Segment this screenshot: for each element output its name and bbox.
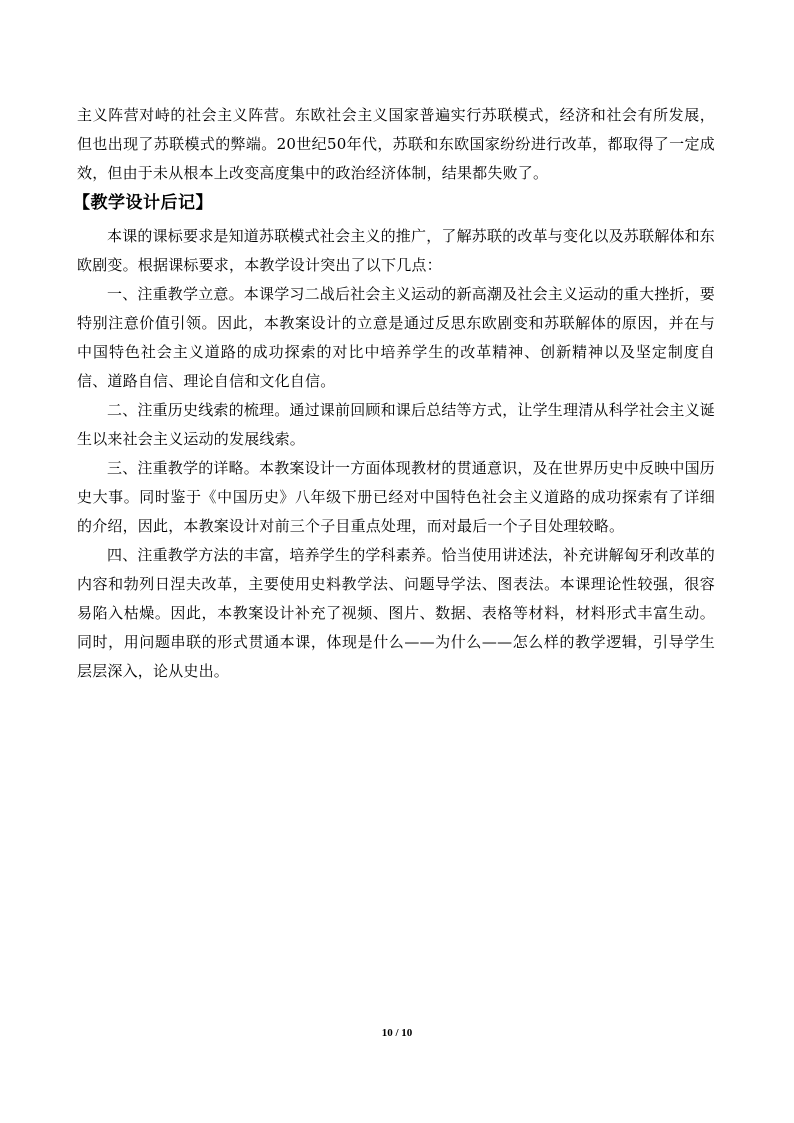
page-number: 10 / 10 (381, 1027, 413, 1039)
body-paragraph: 二、注重历史线索的梳理。通过课前回顾和课后总结等方式，让学生理清从科学社会主义诞生以来社会主义运动的发展线索。 (77, 401, 716, 448)
body-paragraph: 一、注重教学立意。本课学习二战后社会主义运动的新高潮及社会主义运动的重大挫折，要特别注意价值引领。因此，本教案设计的立意是通过反思东欧剧变和苏联解体的原因，并在与中国特色社会主义道路的成功探索的对比中培养学生的改革精神、创新精神以及坚定制度自信、道路自信、理论自信和文化自信。 (77, 285, 716, 390)
body-paragraph: 本课的课标要求是知道苏联模式社会主义的推广，了解苏联的改革与变化以及苏联解体和东欧剧变。根据课标要求，本教学设计突出了以下几点： (77, 227, 716, 274)
body-paragraph: 四、注重教学方法的丰富，培养学生的学科素养。恰当使用讲述法，补充讲解匈牙利改革的内容和勃列日涅夫改革，主要使用史料教学法、问题导学法、图表法。本课理论性较强，很容易陷入枯燥。因此，本教案设计补充了视频、图片、数据、表格等材料，材料形式丰富生动。同时，用问题串联的形式贯通本课，体现是什么——为什么——怎么样的教学逻辑，引导学生层层深入，论从史出。 (77, 546, 716, 680)
intro-paragraph: 主义阵营对峙的社会主义阵营。东欧社会主义国家普遍实行苏联模式，经济和社会有所发展，但也出现了苏联模式的弊端。20世纪50年代，苏联和东欧国家纷纷进行改革，都取得了一定成效，但由于未从根本上改变高度集中的政治经济体制，结果都失败了。 (77, 106, 715, 182)
document-body (73, 101, 716, 686)
body-paragraph: 三、注重教学的详略。本教案设计一方面体现教材的贯通意识，及在世界历史中反映中国历史大事。同时鉴于《中国历史》八年级下册已经对中国特色社会主义道路的成功探索有了详细的介绍，因此，本教案设计对前三个子目重点处理，而对最后一个子目处理较略。 (77, 459, 716, 535)
section-heading: 【教学设计后记】 (73, 193, 213, 213)
